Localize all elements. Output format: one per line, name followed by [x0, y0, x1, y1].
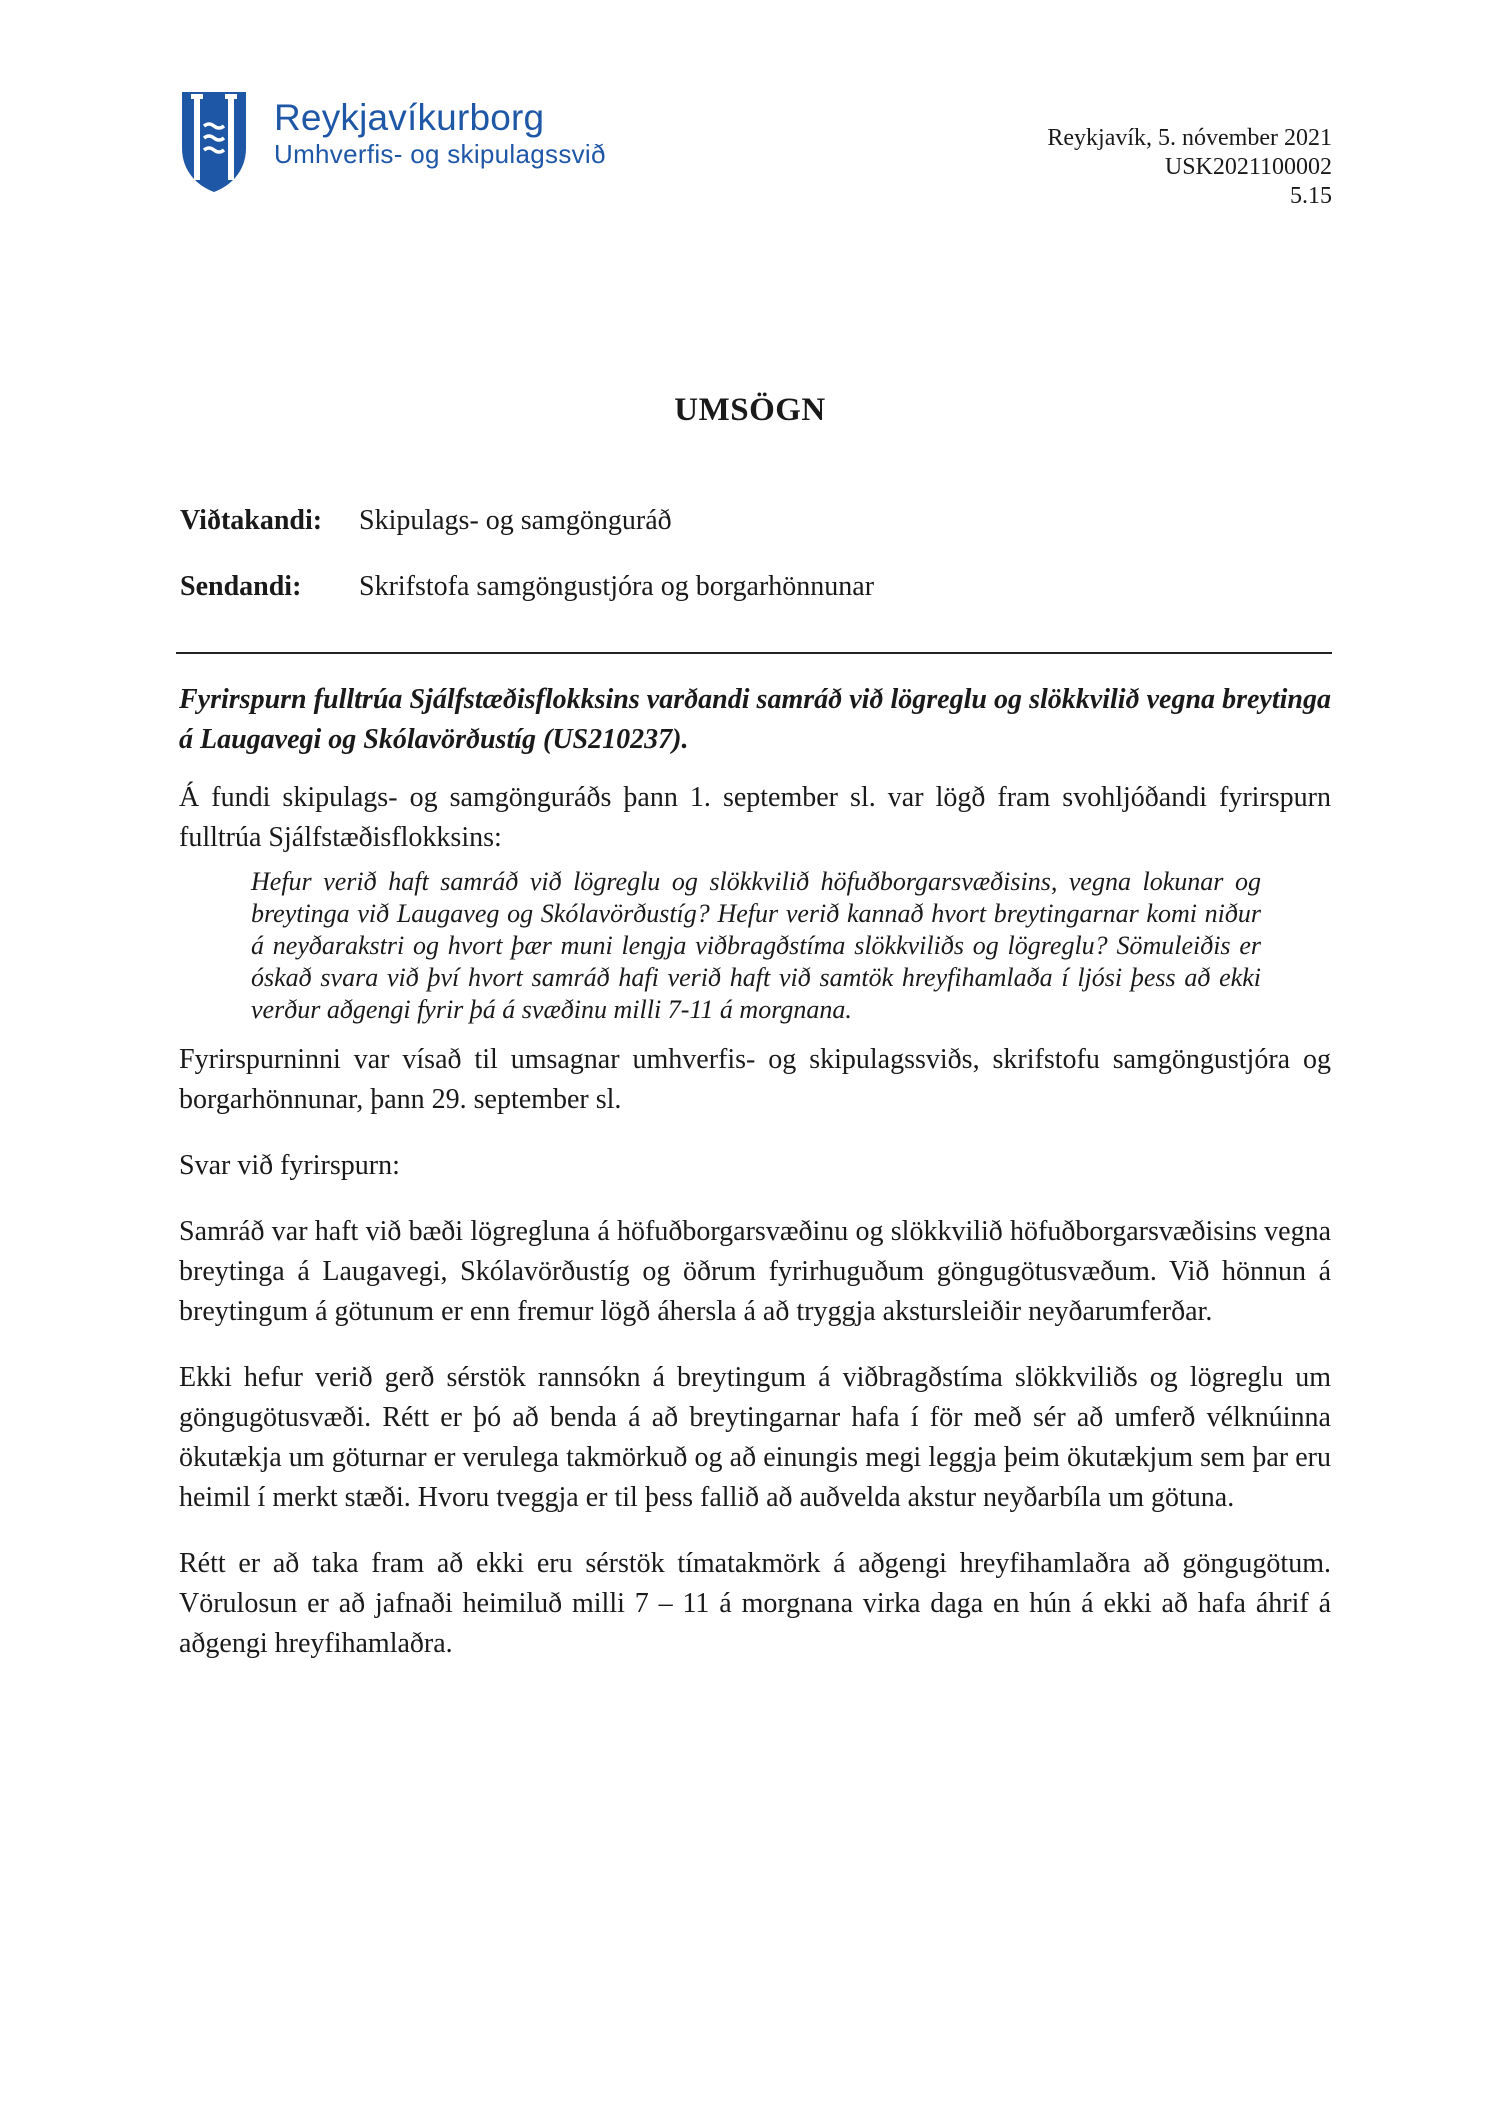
header-divider — [176, 652, 1332, 654]
sender-value: Skrifstofa samgöngustjóra og borgarhönnunar — [359, 571, 875, 602]
answer-paragraph-1: Samráð var haft við bæði lögregluna á höfuðborgarsvæðinu og slökkvilið höfuðborgarsvæðisins vegna breytinga á Laugavegi, Skólavörðustíg og öðrum fyrirhuguðum göngugötusvæðum. Við hönnun á breytingum á götunum er enn fremur lögð áhersla á að tryggja akstursleiðir neyðarumferðar. — [179, 1216, 1331, 1327]
place-date: Reykjavík, 5. nóvember 2021 — [1047, 125, 1332, 151]
item-number: 5.15 — [1290, 183, 1332, 209]
case-number: USK2021100002 — [1164, 154, 1332, 180]
document-meta — [1047, 124, 1332, 211]
department-name: Umhverfis- og skipulagssvið — [274, 139, 606, 169]
subject-heading: Fyrirspurn fulltrúa Sjálfstæðisflokksins varðandi samráð við lögreglu og slökkvilið vegna breytinga á Laugavegi og Skólavörðustíg (US210237). — [179, 684, 1331, 755]
document-title: UMSÖGN — [674, 392, 826, 428]
org-name: Reykjavíkurborg — [274, 97, 545, 138]
recipient-row — [180, 504, 672, 538]
answer-heading: Svar við fyrirspurn: — [179, 1150, 400, 1181]
quoted-question: Hefur verið haft samráð við lögreglu og slökkvilið höfuðborgarsvæðisins, vegna lokunar og breytinga við Laugaveg og Skólavörðustíg? Hefur verið kannað hvort breytingarnar komi niður á neyðarakstri og hvort þær muni lengja viðbragðstíma slökkviliðs og lögreglu? Sömuleiðis er óskað svara við því hvort samráð hafi verið haft við samtök hreyfihamlaða í ljósi þess að ekki verður aðgengi fyrir þá á svæðinu milli 7-11 á morgnana. — [251, 867, 1261, 1024]
recipient-value: Skipulags- og samgönguráð — [359, 505, 672, 536]
document-body — [179, 680, 1331, 1664]
answer-paragraph-2: Ekki hefur verið gerð sérstök rannsókn á breytingum á viðbragðstíma slökkviliðs og lögreglu um göngugötusvæði. Rétt er þó að benda á að breytingarnar hafa í för með sér að umferð vélknúinna ökutækja um göturnar er verulega takmörkuð og að einungis megi leggja þeim ökutækjum sem þar eru heimil í merkt stæði. Hvoru tveggja er til þess fallið að auðvelda akstur neyðarbíla um götuna. — [179, 1362, 1331, 1513]
sender-row — [180, 570, 874, 604]
answer-paragraph-3: Rétt er að taka fram að ekki eru sérstök tímatakmörk á aðgengi hreyfihamlaðra að göngugötum. Vörulosun er að jafnaði heimiluð milli 7 – 11 á morgnana virka daga en hún á ekki að hafa áhrif á aðgengi hreyfihamlaðra. — [179, 1548, 1331, 1659]
city-shield-icon — [180, 90, 248, 194]
intro-paragraph: Á fundi skipulags- og samgönguráðs þann 1. september sl. var lögð fram svohljóðandi fyrirspurn fulltrúa Sjálfstæðisflokksins: — [179, 782, 1331, 853]
recipient-label: Viðtakandi: — [180, 505, 323, 536]
sender-label: Sendandi: — [180, 571, 302, 602]
org-logo — [180, 90, 606, 194]
referral-paragraph: Fyrirspurninni var vísað til umsagnar umhverfis- og skipulagssviðs, skrifstofu samgöngustjóra og borgarhönnunar, þann 29. september sl. — [179, 1044, 1331, 1115]
